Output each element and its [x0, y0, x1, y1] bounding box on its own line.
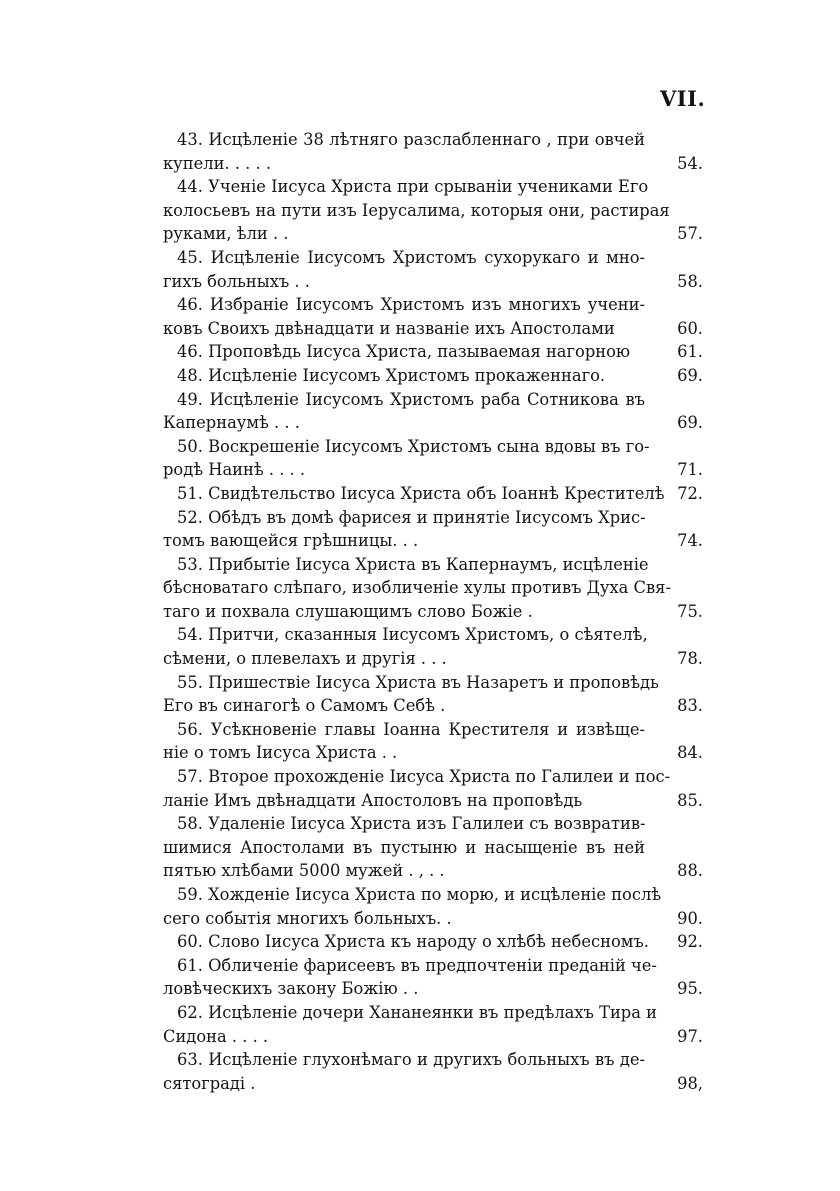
toc-entry-text: 55. Пришествіе Іисуса Христа въ Назаретъ и проповѣдь — [177, 672, 659, 692]
toc-entry-line — [163, 435, 703, 459]
toc-entry-text: 50. Воскрешеніе Іисусомъ Христомъ сына вдовы въ го- — [177, 436, 650, 456]
toc-entry-page: 54. — [677, 153, 703, 173]
toc-entry-page: 60. — [677, 318, 703, 338]
toc-entry-text: 58. Удаленіе Іисуса Христа изъ Галилеи съ возвратив- — [177, 814, 646, 834]
toc-entry — [163, 128, 703, 175]
toc-entry-line — [163, 930, 703, 954]
toc-entry-line — [163, 859, 703, 883]
toc-entry — [163, 175, 703, 246]
toc-entry — [163, 1001, 703, 1048]
toc-entry-page: 74. — [677, 531, 703, 551]
toc-entry-text: Его въ синагогѣ о Самомъ Себѣ . — [163, 696, 446, 716]
toc-entry-text: Сидона . . . . — [163, 1026, 269, 1046]
toc-entry-text: бѣсноватаго слѣпаго, изобличеніе хулы противъ Духа Свя- — [163, 578, 671, 598]
toc-entry-line — [163, 364, 703, 388]
toc-entry-line — [163, 576, 703, 600]
toc-entry-text: шимися Апостолами въ пустыню и насыщеніе въ ней — [163, 837, 645, 857]
toc-entry — [163, 671, 703, 718]
table-of-contents — [163, 128, 703, 1095]
toc-entry-line — [163, 388, 703, 412]
toc-entry — [163, 883, 703, 930]
toc-entry-line — [163, 293, 703, 317]
toc-entry — [163, 930, 703, 954]
toc-entry-line — [163, 765, 703, 789]
toc-entry-line — [163, 836, 703, 860]
toc-entry-page: 69. — [677, 365, 703, 385]
toc-entry-line — [163, 128, 703, 152]
toc-entry-line — [163, 1072, 703, 1096]
toc-entry-line — [163, 647, 703, 671]
toc-entry-page: 84. — [677, 743, 703, 763]
toc-entry-text: 59. Хожденіе Іисуса Христа по морю, и исцѣленіе послѣ — [177, 885, 662, 904]
toc-entry-text: ловѣческихъ закону Божію . . — [163, 979, 419, 999]
toc-entry — [163, 553, 703, 624]
toc-entry — [163, 506, 703, 553]
toc-entry-line — [163, 812, 703, 836]
toc-entry-page: 61. — [677, 342, 703, 362]
toc-entry — [163, 765, 703, 812]
toc-entry-text: 53. Прибытіе Іисуса Христа въ Капернаумъ, исцѣленіе — [177, 554, 649, 574]
toc-entry-text: 56. Усѣкновеніе главы Іоанна Крестителя и извѣще- — [177, 719, 645, 739]
toc-entry-line — [163, 458, 703, 482]
toc-entry-line — [163, 718, 703, 742]
toc-entry — [163, 482, 703, 506]
toc-entry-page: 90. — [677, 908, 703, 928]
toc-entry-line — [163, 954, 703, 978]
toc-entry-page: 85. — [677, 790, 703, 810]
toc-entry-text: 54. Притчи, сказанныя Іисусомъ Христомъ, о сѣятелѣ, — [177, 625, 648, 645]
toc-entry-text: ковъ Своихъ двѣнадцати и названіе ихъ Апостолами — [163, 318, 615, 338]
toc-entry-page: 78. — [677, 649, 703, 669]
toc-entry-page: 57. — [677, 224, 703, 244]
toc-entry-page: 88. — [677, 861, 703, 881]
toc-entry-page: 72. — [677, 483, 703, 503]
toc-entry-line — [163, 553, 703, 577]
toc-entry — [163, 364, 703, 388]
toc-entry-line — [163, 671, 703, 695]
toc-entry — [163, 1048, 703, 1095]
page-number: VII. — [660, 86, 706, 111]
toc-entry-text: сего событія многихъ больныхъ. . — [163, 908, 452, 928]
toc-entry-text: пятью хлѣбами 5000 мужей . , . . — [163, 861, 445, 881]
toc-entry-line — [163, 789, 703, 813]
toc-entry-line — [163, 907, 703, 931]
toc-entry-text: 43. Исцѣленіе 38 лѣтняго разслабленнаго , при овчей — [177, 130, 645, 149]
toc-entry-text: 60. Слово Іисуса Христа къ народу о хлѣбѣ небесномъ. — [177, 932, 649, 952]
toc-entry-text: гихъ больныхъ . . — [163, 271, 310, 291]
toc-entry-text: 61. Обличеніе фарисеевъ въ предпочтеніи преданій че- — [177, 955, 657, 975]
toc-entry-text: 57. Второе прохожденіе Іисуса Христа по Галилеи и пос- — [177, 767, 671, 787]
toc-entry-line — [163, 270, 703, 294]
toc-entry — [163, 293, 703, 340]
toc-entry-line — [163, 482, 703, 506]
toc-entry-page: 75. — [677, 601, 703, 621]
toc-entry-line — [163, 1048, 703, 1072]
toc-entry — [163, 340, 703, 364]
toc-entry-page: 69. — [677, 413, 703, 433]
toc-entry-text: 48. Исцѣленіе Іисусомъ Христомъ прокаженнаго. — [177, 365, 606, 385]
toc-entry — [163, 435, 703, 482]
toc-entry-line — [163, 317, 703, 341]
toc-entry-text: купели. . . . . — [163, 153, 272, 173]
toc-entry-page: 83. — [677, 696, 703, 716]
toc-entry — [163, 954, 703, 1001]
toc-entry — [163, 718, 703, 765]
toc-entry — [163, 812, 703, 883]
toc-entry-text: Капернаумѣ . . . — [163, 413, 300, 433]
toc-entry-line — [163, 152, 703, 176]
toc-entry-text: 45. Исцѣленіе Іисусомъ Христомъ сухорукаго и мно- — [177, 247, 645, 267]
toc-entry-line — [163, 741, 703, 765]
toc-entry-page: 98, — [677, 1073, 703, 1093]
toc-entry-text: 52. Обѣдъ въ домѣ фарисея и принятіе Іисусомъ Хрис- — [177, 507, 646, 527]
toc-entry-line — [163, 175, 703, 199]
toc-entry-line — [163, 600, 703, 624]
toc-entry-page: 71. — [677, 460, 703, 480]
toc-entry-text: 44. Ученіе Іисуса Христа при срываніи учениками Его — [177, 177, 649, 197]
toc-entry-line — [163, 340, 703, 364]
toc-entry-text: колосьевъ на пути изъ Іерусалима, которыя они, растирая — [163, 200, 670, 220]
toc-entry-text: 62. Исцѣленіе дочери Хананеянки въ предѣлахъ Тира и — [177, 1002, 657, 1022]
toc-entry-line — [163, 883, 703, 907]
toc-entry-page: 92. — [677, 932, 703, 952]
toc-entry-line — [163, 1001, 703, 1025]
toc-entry-text: 46. Избраніе Іисусомъ Христомъ изъ многихъ учени- — [177, 295, 645, 315]
toc-entry-text: 49. Исцѣленіе Іисусомъ Христомъ раба Сотникова въ — [177, 389, 645, 409]
toc-entry-line — [163, 222, 703, 246]
toc-entry-text: ніе о томъ Іисуса Христа . . — [163, 743, 398, 763]
toc-entry — [163, 388, 703, 435]
toc-entry-line — [163, 246, 703, 270]
toc-entry-text: ланіе Имъ двѣнадцати Апостоловъ на проповѣдь — [163, 790, 583, 810]
toc-entry — [163, 246, 703, 293]
toc-entry-line — [163, 1025, 703, 1049]
toc-entry-line — [163, 199, 703, 223]
toc-entry-text: томъ вающейся грѣшницы. . . — [163, 531, 419, 551]
toc-entry-line — [163, 506, 703, 530]
toc-entry-line — [163, 529, 703, 553]
toc-entry-line — [163, 694, 703, 718]
toc-entry-text: родѣ Наинѣ . . . . — [163, 460, 306, 480]
toc-entry-text: 46. Проповѣдь Іисуса Христа, пазываемая нагорною — [177, 342, 631, 362]
toc-entry-line — [163, 977, 703, 1001]
toc-entry-text: 51. Свидѣтельство Іисуса Христа объ Іоаннѣ Крестителѣ — [177, 483, 665, 503]
toc-entry-text: руками, ѣли . . — [163, 224, 289, 244]
toc-entry-text: сятограді . — [163, 1073, 256, 1093]
toc-entry — [163, 623, 703, 670]
toc-entry-page: 58. — [677, 271, 703, 291]
toc-entry-line — [163, 623, 703, 647]
toc-entry-line — [163, 411, 703, 435]
toc-entry-text: сѣмени, о плевелахъ и другія . . . — [163, 649, 447, 669]
toc-entry-text: таго и похвала слушающимъ слово Божіе . — [163, 601, 533, 621]
toc-entry-page: 95. — [677, 979, 703, 999]
toc-entry-page: 97. — [677, 1026, 703, 1046]
toc-entry-text: 63. Исцѣленіе глухонѣмаго и другихъ больныхъ въ де- — [177, 1050, 645, 1070]
